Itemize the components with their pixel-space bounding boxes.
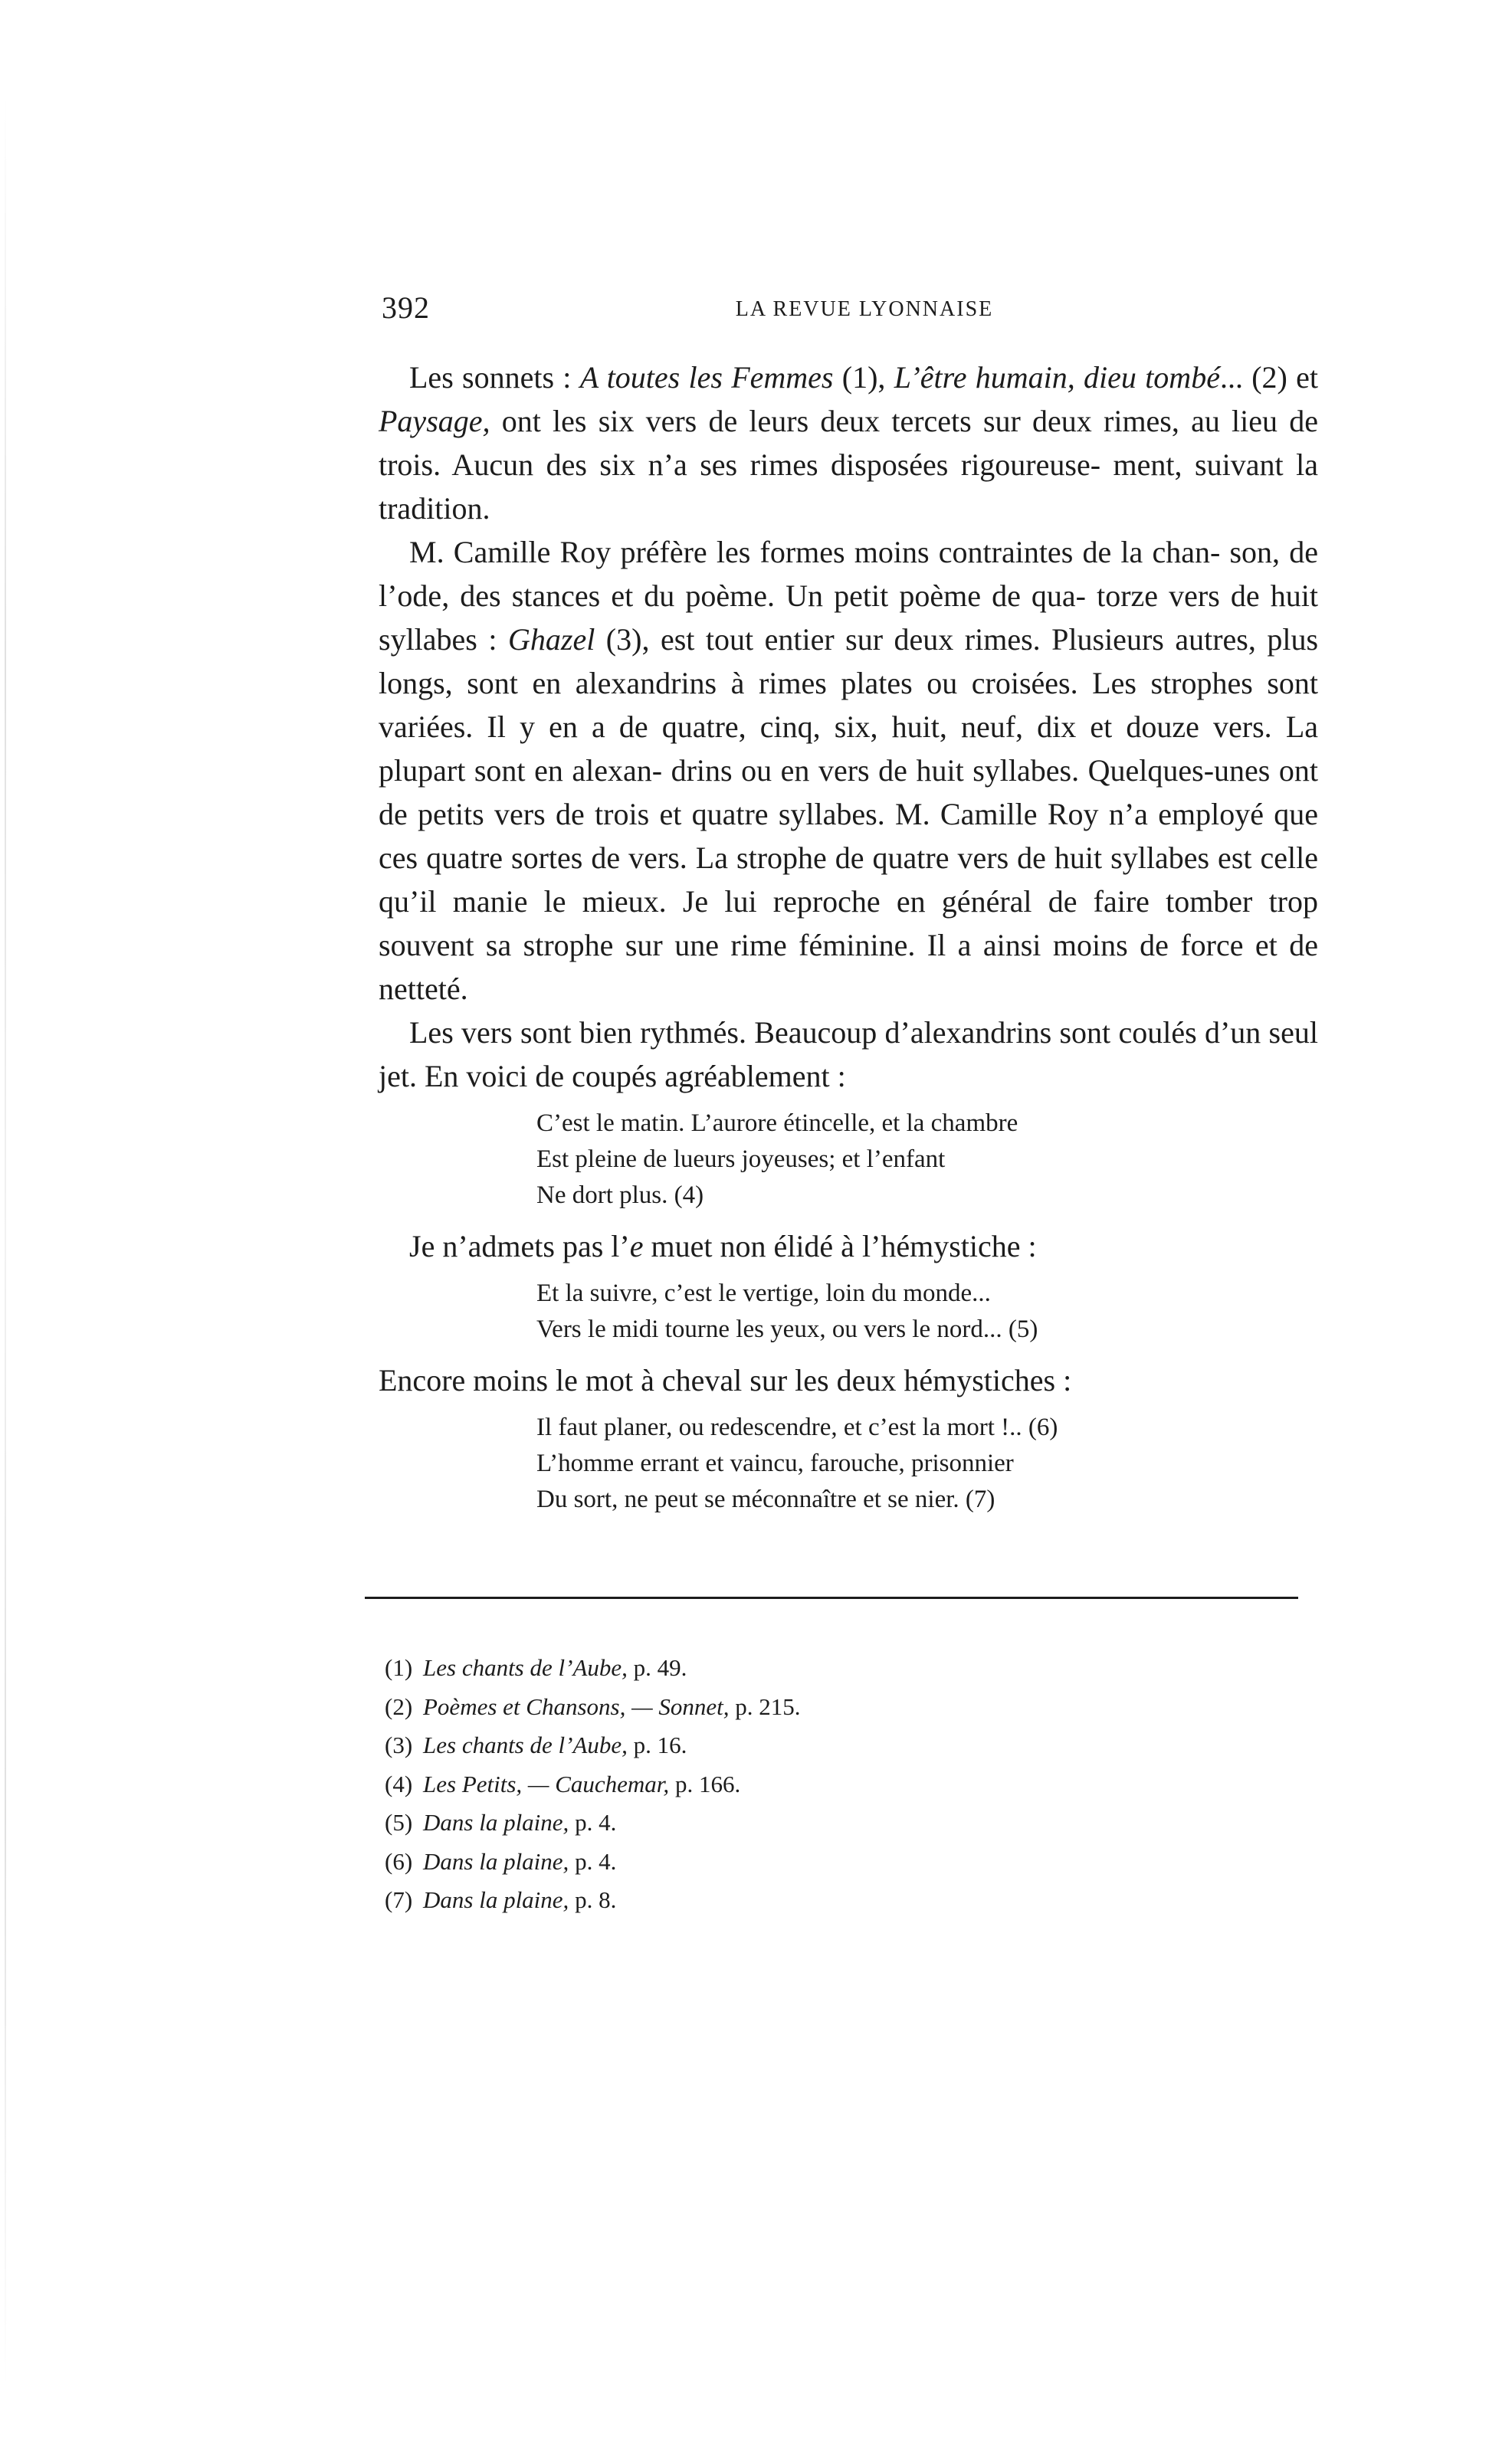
- paragraph-formes: [379, 530, 1318, 1011]
- verse-line: Il faut planer, ou redescendre, et c’est la mort !.. (6): [536, 1414, 1058, 1441]
- footnote: [385, 1804, 1151, 1843]
- text-run: (1),: [833, 360, 894, 395]
- paragraph-vers-rythmes: Les vers sont bien rythmés. Beaucoup d’alexandrins sont coulés d’un seul jet. En voici de coupés agréablement :: [379, 1015, 1318, 1093]
- page-number: 392: [382, 290, 430, 325]
- footnote: [385, 1726, 1151, 1765]
- footnote: [385, 1688, 1151, 1727]
- footnote-title: Poèmes et Chansons, — Sonnet,: [423, 1692, 730, 1720]
- paragraph-e-muet: [379, 1224, 1318, 1268]
- verse-line: Et la suivre, c’est le vertige, loin du monde...: [536, 1280, 991, 1307]
- footnote-number: (2): [385, 1692, 413, 1720]
- body-text: [379, 356, 1318, 1529]
- footnote-title: Les Petits, — Cauchemar,: [423, 1770, 670, 1797]
- text-run: M. Camille Roy préfère les formes moins contraintes de la chan- son, de l’ode, des stances et du poème. Un petit poème de qua- torze vers de huit syllabes :: [379, 535, 1318, 657]
- footnote: [385, 1765, 1151, 1804]
- paragraph-cheval: Encore moins le mot à cheval sur les deux hémystiches :: [379, 1363, 1072, 1397]
- footnotes: [385, 1649, 1151, 1920]
- footnote-number: (7): [385, 1886, 413, 1913]
- footnote-page: p. 16.: [627, 1732, 687, 1758]
- footnote-title: Les chants de l’Aube,: [423, 1654, 628, 1681]
- footnote-title: Dans la plaine,: [423, 1809, 569, 1836]
- footnote-page: p. 215.: [729, 1692, 801, 1720]
- text-run: (3), est tout entier sur deux rimes. Plusieurs autres, plus longs, sont en alexandrins à rimes plates ou croisées. Les strophes sont variées. Il y en a de quatre, cinq, six, huit, neuf, dix et douze vers. La plupart sont en alexan- drins ou en vers de huit syllabes. Quelques-unes ont de petits vers de trois et quatre syllabes. M. Camille Roy n’a employé que ces quatre sortes de vers. La strophe de quatre vers de huit syllabes est celle qu’il manie le mieux. Je lui reproche en général de faire tomber trop souvent sa strophe sur une rime féminine. Il a ainsi moins de force et de netteté.: [379, 622, 1319, 1006]
- footnote-rule: [365, 1597, 1298, 1599]
- scan-edge: [5, 92, 6, 2390]
- verse-line: Du sort, ne peut se méconnaître et se nier. (7): [536, 1486, 995, 1513]
- title-a-toutes-les-femmes: A toutes les Femmes: [579, 360, 834, 395]
- footnote-page: p. 166.: [669, 1770, 741, 1797]
- verse-line: Vers le midi tourne les yeux, ou vers le nord... (5): [536, 1316, 1038, 1343]
- verse-line: Est pleine de lueurs joyeuses; et l’enfant: [536, 1145, 946, 1173]
- title-ghazel: Ghazel: [507, 622, 595, 657]
- paragraph-sonnets: [379, 356, 1318, 530]
- footnote: [385, 1843, 1151, 1882]
- footnote-title: Dans la plaine,: [423, 1847, 569, 1875]
- text-run: ont les six vers de leurs deux tercets sur deux rimes, au lieu de trois. Aucun des six n’a ses rimes disposées rigoureuse- ment, suivant la tradition.: [379, 404, 1318, 526]
- verse-line: C’est le matin. L’aurore étincelle, et la chambre: [536, 1109, 1018, 1137]
- footnote-number: (5): [385, 1809, 413, 1836]
- verse-line: L’homme errant et vaincu, farouche, prisonnier: [536, 1450, 1014, 1477]
- text-run: Je n’admets pas l’: [409, 1229, 630, 1263]
- verse-line: Ne dort plus. (4): [536, 1181, 704, 1209]
- page-header: [382, 290, 1309, 336]
- verse-quotation-1: [536, 1106, 1318, 1214]
- footnote: [385, 1649, 1151, 1688]
- verse-quotation-3: [536, 1410, 1318, 1518]
- title-paysage: Paysage,: [379, 404, 490, 438]
- footnote-page: p. 4.: [569, 1809, 617, 1836]
- verse-quotation-2: [536, 1276, 1318, 1348]
- footnote-page: p. 4.: [569, 1847, 617, 1875]
- text-run: Les sonnets :: [409, 360, 580, 395]
- footnote-page: p. 8.: [569, 1886, 617, 1913]
- text-run: muet non élidé à l’hémystiche :: [643, 1229, 1037, 1263]
- text-run: ... (2) et: [1219, 360, 1319, 395]
- footnote-title: Les chants de l’Aube,: [423, 1732, 628, 1758]
- title-etre-humain: L’être humain, dieu tombé: [894, 360, 1220, 395]
- footnote-number: (3): [385, 1732, 413, 1758]
- footnote-page: p. 49.: [627, 1654, 687, 1681]
- footnote-title: Dans la plaine,: [423, 1886, 569, 1913]
- footnote-number: (4): [385, 1770, 413, 1797]
- footnote-number: (6): [385, 1847, 413, 1875]
- italic-e: e: [629, 1229, 644, 1263]
- running-title: LA REVUE LYONNAISE: [735, 297, 994, 321]
- footnote: [385, 1881, 1151, 1920]
- footnote-number: (1): [385, 1654, 413, 1681]
